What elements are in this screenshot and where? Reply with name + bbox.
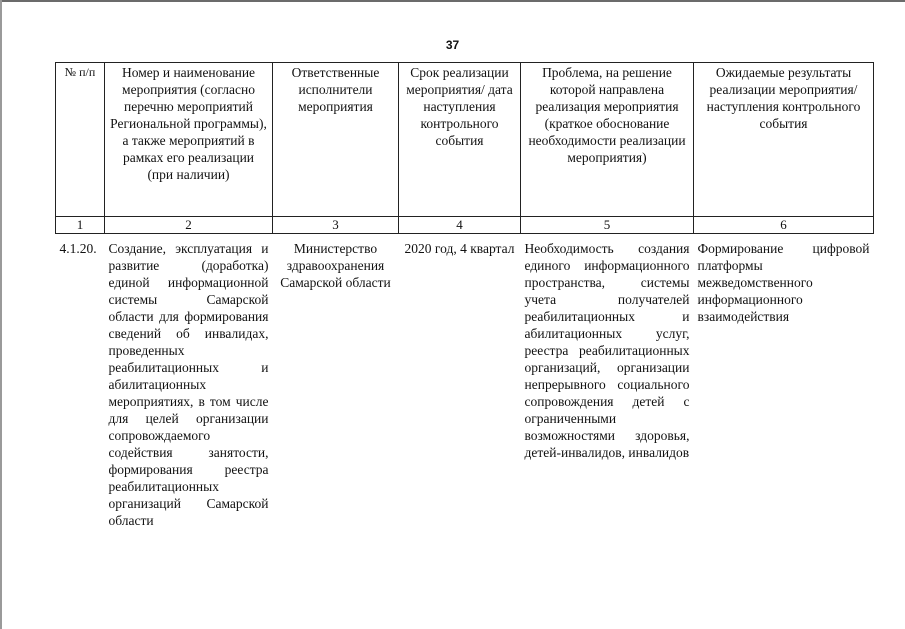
header-cell-deadline: Срок реализации мероприятия/ дата наступления контрольного события: [399, 63, 521, 217]
column-number: 5: [521, 217, 694, 234]
row-deadline: 2020 год, 4 квартал: [404, 241, 515, 256]
row-results: Формирование цифровой платформы межведомственного информационного взаимодействия: [697, 241, 870, 324]
measures-table: [55, 62, 874, 529]
column-number: 6: [694, 217, 874, 234]
row-number: 4.1.20.: [59, 241, 97, 256]
row-measure-name: Создание, эксплуатация и развитие (доработка) единой информационной системы Самарской области для формирования сведений об инвалидах, проведенных реабилитационных и абилитационных мероприятиях, в том числе для целей организации сопровождаемого содействия занятости, формирования реестра реабилитационных организаций Самарской области: [108, 241, 269, 528]
column-number: 2: [105, 217, 273, 234]
column-number-row: [56, 217, 874, 234]
header-cell-problem: Проблема, на решение которой направлена реализация мероприятия (краткое обоснование необходимости реализации мероприятия): [521, 63, 694, 217]
header-cell-number: № п/п: [56, 63, 105, 217]
scan-edge-top: [0, 0, 905, 2]
row-problem: Необходимость создания единого информационного пространства, системы учета получателей реабилитационных и абилитационных услуг, реестра реабилитационных организаций, организации непрерывного социального сопровождения детей с ограниченными возможностями здоровья, детей-инвалидов, инвалидов: [524, 241, 690, 460]
column-number: 3: [273, 217, 399, 234]
column-number: 1: [56, 217, 105, 234]
page-number: 37: [445, 38, 460, 52]
row-executors: Министерство здравоохранения Самарской области: [280, 241, 391, 290]
column-number: 4: [399, 217, 521, 234]
header-cell-measure-name: Номер и наименование мероприятия (согласно перечню мероприятий Региональной программы), а также мероприятий в рамках его реализации (при наличии): [105, 63, 273, 217]
header-row: [56, 63, 874, 217]
scan-edge-left: [0, 0, 2, 629]
header-cell-executors: Ответственные исполнители мероприятия: [273, 63, 399, 217]
header-cell-results: Ожидаемые результаты реализации мероприятия/ наступления контрольного события: [694, 63, 874, 217]
table-row: [56, 234, 874, 530]
